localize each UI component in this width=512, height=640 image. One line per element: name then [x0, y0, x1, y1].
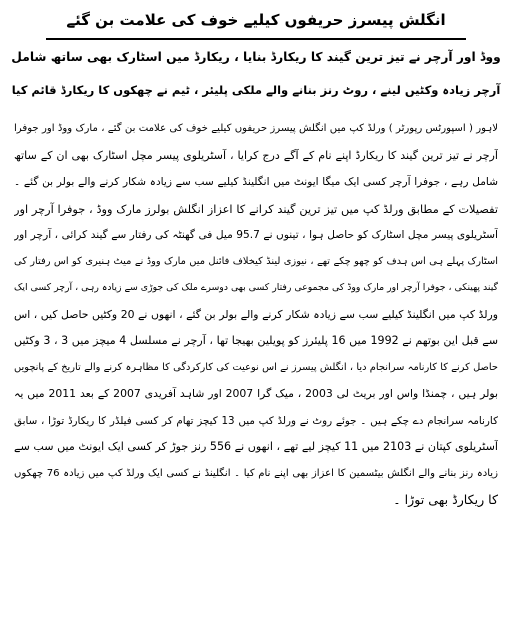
body-line: ورلڈ کپ میں انگلینڈ کیلیے سب سے زیادہ شکار کرنے والے بولر بن گئے ، انھوں نے 20 وکٹیں حاصل کیں ، اس [14, 307, 498, 321]
body-line: کا ریکارڈ بھی توڑا ۔ [393, 492, 498, 507]
body-line: آسٹریلوی کپتان نے 2103 میں 11 کیچز لیے تھے ، انھوں نے 556 رنز جوڑ کر کسی ایک ایونٹ میں سب سے [14, 440, 498, 453]
article-body [8, 116, 504, 514]
body-line: آسٹریلوی پیسر مچل اسٹارک کو حاصل ہوا ، تینوں نے 95.7 میل فی گھنٹہ کی رفتار سے گیند کرائی ، آرچر اور [14, 229, 498, 241]
body-line: کارنامہ سرانجام دے چکے ہیں ۔ جوئے روٹ نے ورلڈ کپ میں 13 کیچز تھام کر کسی فیلڈر کا ریکارڈ توڑا ، سابق [14, 414, 498, 427]
body-line: حاصل کرنے کا کارنامہ سرانجام دیا ، انگلش پیسرز نے اس نوعیت کی کارکردگی کا مظاہرہ کرنے والے تاریخ کے پانچویں [14, 361, 498, 373]
headline: انگلش پیسرز حریفوں کیلیے خوف کی علامت بن گئے [66, 11, 446, 29]
subheadline-1: ووڈ اور آرچر نے تیز ترین گیند کا ریکارڈ بنایا ، ریکارڈ میں اسٹارک بھی ساتھ شامل [11, 50, 501, 64]
body-line: زیادہ رنز بنانے والے انگلش بیٹسمین کا اعزاز بھی اپنے نام کیا ۔ انگلینڈ نے کسی ایک ورلڈ کپ میں زیادہ 76 چھکوں [14, 467, 498, 479]
body-line: اسٹارک پہلے ہی اس ہدف کو چھو چکے تھے ، نیوزی لینڈ کیخلاف فائنل میں مارک ووڈ نے میٹ ہنیری کو اس رفتار کی [14, 255, 498, 267]
body-line: آرچر نے تیز ترین گیند کا ریکارڈ اپنے نام کے آگے درج کرایا ، آسٹریلوی پیسر مچل اسٹارک بھی ان کے ساتھ [14, 148, 498, 162]
body-line: تفصیلات کے مطابق ورلڈ کپ میں تیز ترین گیند کرانے کا اعزاز انگلش بولرز مارک ووڈ ، جوفرا آرچر اور [14, 201, 498, 216]
body-line: شامل رہے ، جوفرا آرچر کسی ایک میگا ایونٹ میں انگلینڈ کیلیے سب سے زیادہ شکار کرنے والے بولر بن گئے ۔ [14, 176, 498, 188]
body-line: سے قبل این بوتھم نے 1992 میں 16 پلیئرز کو پویلین بھیجا تھا ، آرچر نے مسلسل 4 میچز میں 3 ، 3 وکٹیں [14, 334, 498, 347]
subheadline-2: آرچر زیادہ وکٹیں لینے ، روٹ رنز بنانے والے ملکی پلیئر ، ٹیم نے چھکوں کا ریکارڈ قائم کیا [11, 83, 501, 97]
headline-divider [46, 38, 466, 40]
body-line: گیند پھینکی ، جوفرا آرچر اور مارک ووڈ کی مجموعی رفتار کسی بھی دوسرے ملک کی جوڑی سے زیادہ رہی ، آرچر کسی ایک [14, 282, 498, 293]
body-line: بولر ہیں ، چمنڈا واس اور بریٹ لی 2003 ، میک گرا 2007 اور شاہد آفریدی 2007 کے بعد 2011 میں یہ [14, 387, 498, 400]
body-line: لاہور ( اسپورٹس رپورٹر ) ورلڈ کپ میں انگلش پیسرز حریفوں کیلیے خوف کی علامت بن گئے ، مارک ووڈ اور جوفرا [14, 123, 498, 134]
